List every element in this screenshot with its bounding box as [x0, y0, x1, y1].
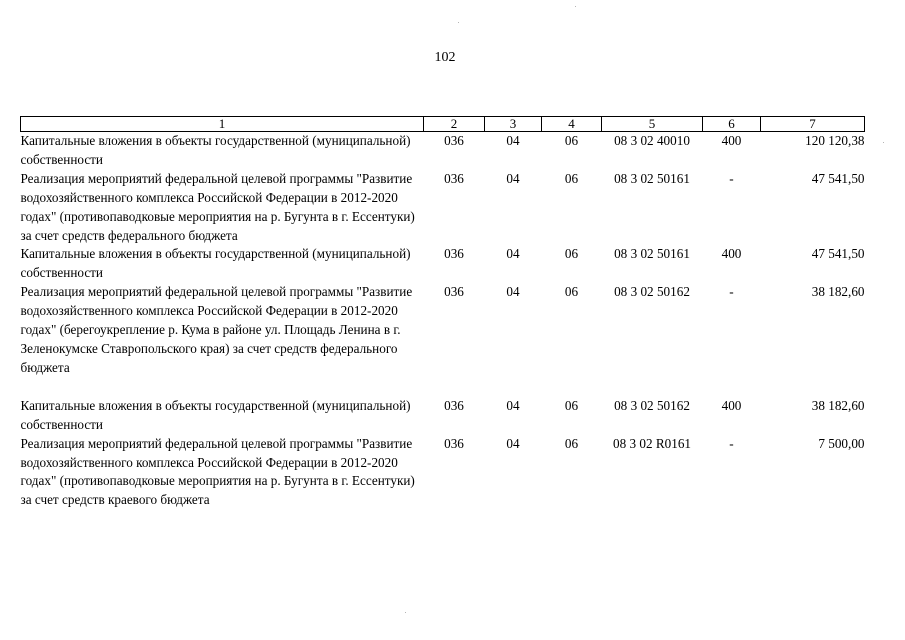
- row-amount: 120 120,38: [805, 133, 865, 148]
- header-col-1: 1: [21, 117, 424, 132]
- row-subsection: 06: [564, 133, 579, 148]
- row-name: Капитальные вложения в объекты государственной (муниципальной) собственности: [20, 246, 411, 281]
- header-col-6: 6: [703, 117, 761, 132]
- scan-speck: [458, 22, 459, 23]
- row-expense-type: -: [729, 284, 734, 300]
- header-col-3: 3: [485, 117, 542, 132]
- budget-table: [20, 116, 865, 510]
- row-name: Реализация мероприятий федеральной целевой программы "Развитие водохозяйственного комплекса Российской Федерации в 2012-2020 годах" (противопаводковые мероприятия на р. Бугунта в г. Ессентуки) за счет средств федерального бюджета: [20, 170, 415, 243]
- row-expense-type: 400: [721, 246, 742, 262]
- row-expense-type: 400: [721, 397, 742, 413]
- header-col-2: 2: [424, 117, 485, 132]
- row-target-article: 08 3 02 50161: [614, 246, 690, 262]
- row-section: 04: [506, 435, 520, 451]
- row-section: 04: [506, 397, 520, 413]
- row-code-ministry: 036: [444, 170, 464, 186]
- row-expense-type: 400: [721, 133, 742, 148]
- header-col-5: 5: [602, 117, 703, 132]
- scan-speck: [405, 612, 406, 613]
- row-subsection: 06: [564, 435, 579, 451]
- row-subsection: 06: [564, 397, 579, 413]
- table-row: [21, 170, 865, 246]
- row-name: Капитальные вложения в объекты государственной (муниципальной) собственности: [20, 397, 411, 432]
- row-amount: 7 500,00: [818, 435, 865, 451]
- row-name: Реализация мероприятий федеральной целевой программы "Развитие водохозяйственного комплекса Российской Федерации в 2012-2020 годах" (берегоукрепление р. Кума в районе ул. Площадь Ленина в г. Зеленокумске Ставропольского края) за счет средств федерального бюджета: [20, 284, 413, 375]
- row-section: 04: [506, 170, 520, 186]
- row-target-article: 08 3 02 40010: [614, 133, 690, 148]
- table-row: [21, 397, 865, 435]
- row-amount: 38 182,60: [811, 397, 865, 413]
- row-name: Реализация мероприятий федеральной целевой программы "Развитие водохозяйственного комплекса Российской Федерации в 2012-2020 годах" (противопаводковые мероприятия на р. Бугунта в г. Ессентуки) за счет средств краевого бюджета: [20, 435, 415, 508]
- row-expense-type: -: [729, 170, 734, 186]
- table-row: [21, 132, 865, 170]
- row-amount: 38 182,60: [811, 284, 865, 300]
- row-subsection: 06: [564, 246, 579, 262]
- row-target-article: 08 3 02 50162: [614, 284, 690, 300]
- row-subsection: 06: [564, 284, 579, 300]
- header-col-4: 4: [542, 117, 602, 132]
- table-row: [21, 245, 865, 283]
- row-section: 04: [506, 246, 520, 262]
- row-target-article: 08 3 02 50162: [614, 397, 690, 413]
- row-target-article: 08 3 02 50161: [614, 170, 690, 186]
- row-section: 04: [506, 284, 520, 300]
- scan-speck: [883, 142, 884, 143]
- row-code-ministry: 036: [444, 397, 464, 413]
- table-header: [21, 117, 865, 132]
- table-row: [21, 435, 865, 511]
- row-subsection: 06: [564, 170, 579, 186]
- header-col-7: 7: [761, 117, 865, 132]
- row-code-ministry: 036: [444, 246, 464, 262]
- header-row: [21, 117, 865, 132]
- row-code-ministry: 036: [444, 435, 464, 451]
- row-amount: 47 541,50: [811, 170, 865, 186]
- row-target-article: 08 3 02 R0161: [612, 435, 692, 451]
- row-code-ministry: 036: [444, 284, 464, 300]
- row-section: 04: [506, 133, 520, 148]
- table-body: [21, 132, 865, 511]
- row-expense-type: -: [729, 435, 734, 451]
- page-number: 102: [434, 50, 456, 65]
- row-name: Капитальные вложения в объекты государственной (муниципальной) собственности: [20, 133, 411, 167]
- scan-speck: [575, 6, 576, 7]
- row-amount: 47 541,50: [811, 246, 865, 262]
- table-row: [21, 283, 865, 397]
- row-code-ministry: 036: [444, 133, 464, 148]
